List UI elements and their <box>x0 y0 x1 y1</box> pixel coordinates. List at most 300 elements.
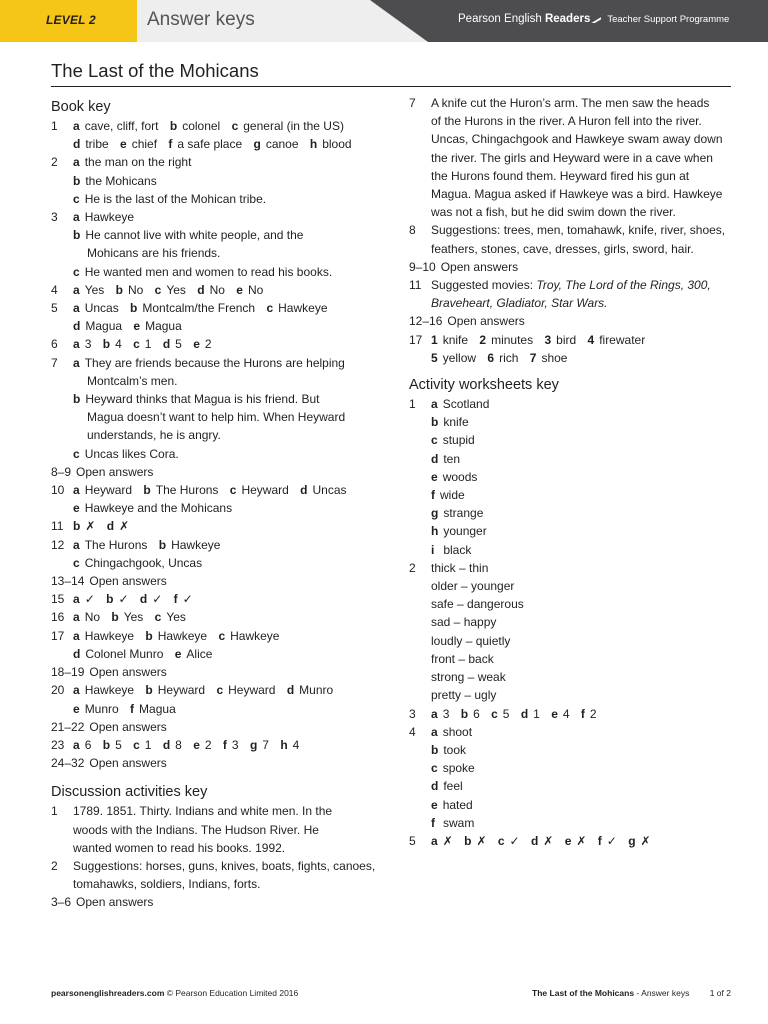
item-letter: c <box>231 119 239 133</box>
item-answer: Uncas likes Cora. <box>84 446 179 461</box>
item-answer: ten <box>443 451 461 466</box>
item-answer: Chingachgook, Uncas <box>84 555 203 570</box>
item-letter: h <box>280 737 288 752</box>
item-letter: c <box>133 337 140 352</box>
item-number: 1 <box>431 332 438 347</box>
item-letter: f <box>168 137 173 152</box>
answer-line <box>431 504 739 522</box>
worksheet-5 <box>409 832 739 850</box>
item-number: 2 <box>479 332 487 347</box>
item-letter: f <box>173 592 178 607</box>
item-answer: rich <box>499 350 519 365</box>
item-letter: d <box>431 779 439 794</box>
item-answer: The Hurons <box>155 483 219 498</box>
item-letter: b <box>102 337 111 352</box>
check-mark-icon: ✓ <box>606 833 617 848</box>
item-answer: Magua <box>139 701 176 716</box>
item-letter: d <box>520 706 529 721</box>
item-letter: d <box>162 337 171 352</box>
discussion-3-6 <box>51 893 381 911</box>
answer-line <box>73 445 381 463</box>
item-answer: Uncas <box>84 301 119 316</box>
item-letter: g <box>249 737 258 752</box>
item-letter: b <box>431 742 439 757</box>
item-answer: 5 <box>175 337 182 352</box>
answer-continuation: Magua doesn’t want to help him. When Heyward <box>87 410 346 425</box>
item-letter: b <box>143 483 151 498</box>
item-answer: 4 <box>562 706 570 721</box>
answer-line <box>431 796 739 814</box>
answer-3 <box>51 208 381 281</box>
item-letter: a <box>431 706 438 721</box>
item-answer: 4 <box>292 737 300 752</box>
item-letter: a <box>73 282 80 297</box>
item-letter: a <box>431 397 438 412</box>
worksheet-2 <box>409 559 739 705</box>
question-number: 18–19 <box>51 665 85 680</box>
opposite-pair: older – younger <box>431 579 515 594</box>
answer-5 <box>51 299 381 335</box>
question-number: 4 <box>51 282 58 297</box>
item-number: 7 <box>529 350 537 365</box>
worksheets-heading: Activity worksheets key <box>409 377 559 394</box>
page-header <box>0 0 768 42</box>
item-letter: c <box>154 282 162 297</box>
question-number: 8–9 <box>51 464 72 479</box>
cross-mark-icon: ✗ <box>576 833 587 848</box>
item-answer: canoe <box>265 137 299 152</box>
question-number: 12–16 <box>409 314 443 329</box>
answer-24-32 <box>51 754 381 772</box>
item-answer: Uncas <box>312 483 347 498</box>
answer-8-9 <box>51 463 381 481</box>
worksheet-4 <box>409 723 739 832</box>
item-letter: d <box>139 592 148 607</box>
question-number: 17 <box>51 628 65 643</box>
item-letter: c <box>491 706 498 721</box>
question-number: 24–32 <box>51 756 85 771</box>
item-answer: stupid <box>442 433 475 448</box>
answer-line <box>431 741 739 759</box>
cross-mark-icon: ✗ <box>119 519 130 534</box>
item-answer: Colonel Munro <box>85 646 164 661</box>
item-answer: shoe <box>541 350 568 365</box>
item-letter: c <box>133 737 140 752</box>
item-letter: e <box>133 319 141 334</box>
item-answer: Montcalm/the French <box>142 301 256 316</box>
item-letter: b <box>73 228 81 243</box>
question-number: 4 <box>409 724 416 739</box>
item-answer: The Hurons <box>84 537 148 552</box>
answer-16 <box>51 608 381 626</box>
item-letter: g <box>628 833 636 848</box>
item-letter: f <box>580 706 585 721</box>
brand-prefix: Pearson English <box>458 13 542 25</box>
answer-line <box>73 226 381 244</box>
item-answer: knife <box>443 415 469 430</box>
question-number: 15 <box>51 592 65 607</box>
answer-4 <box>51 281 381 299</box>
item-answer: Yes <box>166 282 186 297</box>
website-link[interactable]: pearsonenglishreaders.com <box>51 988 165 998</box>
answer-13-14 <box>51 572 381 590</box>
pearson-swoosh-icon <box>591 17 601 23</box>
opposite-pair: sad – happy <box>431 615 497 630</box>
answer-15 <box>51 590 381 608</box>
answer-23 <box>51 736 381 754</box>
item-letter: b <box>115 282 123 297</box>
worksheet-3 <box>409 705 739 723</box>
left-column <box>51 96 381 912</box>
discussion-heading: Discussion activities key <box>51 784 208 801</box>
opposite-pair: strong – weak <box>431 670 506 685</box>
item-answer: minutes <box>491 332 534 347</box>
answer-8-right <box>409 221 739 257</box>
footer-left <box>51 988 298 998</box>
footer-document-suffix: - Answer keys <box>634 988 690 998</box>
question-number: 20 <box>51 683 65 698</box>
item-answer: 2 <box>204 737 212 752</box>
programme-label: Teacher Support Programme <box>607 14 730 25</box>
item-letter: c <box>154 610 162 625</box>
item-number: 6 <box>487 350 495 365</box>
item-letter: c <box>73 264 80 279</box>
item-answer: blood <box>322 137 352 152</box>
answer-line <box>73 499 381 517</box>
answer-continuation: Mohicans are his friends. <box>87 246 221 261</box>
item-letter: c <box>497 833 505 848</box>
answer-line <box>431 431 739 449</box>
item-answer: the Mohicans <box>85 173 157 188</box>
item-letter: c <box>73 191 80 206</box>
item-letter: b <box>73 392 81 407</box>
question-number: 6 <box>51 337 58 352</box>
document-title: The Last of the Mohicans <box>51 60 259 81</box>
item-number: 5 <box>431 350 438 365</box>
item-answer: He cannot live with white people, and the <box>85 228 304 243</box>
item-answer: wide <box>440 488 465 503</box>
item-answer: No <box>247 282 264 297</box>
item-answer: 5 <box>115 737 122 752</box>
item-answer: general (in the US) <box>243 119 344 133</box>
item-answer: 7 <box>262 737 269 752</box>
item-answer: 5 <box>502 706 510 721</box>
answer-line <box>431 413 739 431</box>
item-answer: Heyward <box>157 683 206 698</box>
item-letter: c <box>218 628 226 643</box>
item-letter: h <box>431 524 439 539</box>
answer-line <box>431 777 739 795</box>
question-number: 2 <box>51 858 58 873</box>
item-letter: b <box>158 537 167 552</box>
item-letter: b <box>102 737 111 752</box>
answer-11 <box>51 517 381 535</box>
item-letter: c <box>229 483 237 498</box>
answer-line <box>431 723 739 741</box>
item-letter: b <box>106 592 114 607</box>
answer-12 <box>51 536 381 572</box>
answer-continuation: tomahawks, soldiers, Indians, forts. <box>73 877 261 892</box>
item-letter: a <box>431 833 438 848</box>
question-number: 11 <box>51 519 64 534</box>
item-answer: Hawkeye <box>84 210 135 225</box>
question-number: 23 <box>51 737 65 752</box>
item-letter: b <box>169 119 178 133</box>
item-answer: took <box>443 742 467 757</box>
item-letter: b <box>111 610 119 625</box>
answer-10 <box>51 481 381 517</box>
item-letter: a <box>73 210 80 225</box>
copyright: © Pearson Education Limited 2016 <box>166 988 299 998</box>
answer-line <box>73 645 381 663</box>
item-answer: the man on the right <box>84 155 192 170</box>
item-answer: 2 <box>589 706 597 721</box>
item-answer: 6 <box>473 706 480 721</box>
item-answer: feel <box>443 779 463 794</box>
answer-continuation: the river. The girls and Heyward were in a cave when <box>431 150 713 165</box>
question-number: 2 <box>51 155 58 170</box>
question-number: 2 <box>409 560 416 575</box>
check-mark-icon: ✓ <box>84 592 95 607</box>
item-answer: No <box>127 282 144 297</box>
answer-prefix: Suggested movies: <box>431 278 537 293</box>
answer-continuation: was not a fish, but he did swim down the river. <box>431 205 676 220</box>
footer-document-title: The Last of the Mohicans <box>532 988 635 998</box>
item-letter: g <box>253 137 261 152</box>
answer-continuation: the Hurons found them. Heyward fired his gun at <box>431 168 690 183</box>
answer-17 <box>51 627 381 663</box>
item-letter: d <box>530 833 539 848</box>
answer-line: A knife cut the Huron’s arm. The men saw the heads <box>431 96 710 110</box>
answer-continuation: wanted women to read his books. 1992. <box>73 840 286 855</box>
item-letter: a <box>73 737 80 752</box>
item-answer: Heyward <box>241 483 289 498</box>
item-letter: g <box>431 506 439 521</box>
item-answer: 3 <box>231 737 239 752</box>
item-letter: a <box>431 724 438 739</box>
answer-line <box>73 317 381 335</box>
item-letter: a <box>73 355 80 370</box>
item-answer: No <box>209 282 225 297</box>
item-answer: colonel <box>182 119 221 133</box>
movie-list: Troy, The Lord of the Rings, 300, <box>536 278 711 293</box>
answer-12-16 <box>409 312 739 330</box>
section-title: Answer keys <box>147 9 255 30</box>
item-answer: 4 <box>115 337 122 352</box>
item-letter: c <box>431 433 438 448</box>
item-number: 3 <box>544 332 552 347</box>
answer-line <box>431 468 739 486</box>
item-letter: a <box>73 301 80 316</box>
item-letter: c <box>431 761 438 776</box>
answer-line <box>73 190 381 208</box>
question-number: 9–10 <box>409 259 436 274</box>
cross-mark-icon: ✗ <box>640 833 651 848</box>
answer-line <box>73 700 381 718</box>
item-letter: b <box>464 833 472 848</box>
question-number: 3–6 <box>51 895 72 910</box>
item-answer: Munro <box>84 701 119 716</box>
item-letter: e <box>174 646 182 661</box>
item-letter: a <box>73 628 80 643</box>
item-answer: 3 <box>84 337 92 352</box>
item-answer: Open answers <box>89 756 167 771</box>
item-answer: Hawkeye <box>171 537 221 552</box>
item-answer: 1 <box>144 337 152 352</box>
item-letter: d <box>73 137 81 152</box>
item-letter: c <box>73 555 80 570</box>
question-number: 1 <box>51 804 58 819</box>
brand-text <box>458 13 729 25</box>
item-answer: 8 <box>175 737 182 752</box>
question-number: 1 <box>409 397 416 412</box>
item-answer: tribe <box>85 137 109 152</box>
item-letter: h <box>309 137 318 152</box>
answer-line: Suggestions: horses, guns, knives, boats, fights, canoes, <box>73 858 376 873</box>
answer-line <box>431 522 739 540</box>
item-letter: a <box>73 610 80 625</box>
item-letter: b <box>145 628 153 643</box>
question-number: 3 <box>51 210 58 225</box>
opposite-pair: loudly – quietly <box>431 633 511 648</box>
item-answer: Hawkeye and the Mohicans <box>84 501 233 516</box>
item-answer: Open answers <box>447 314 525 329</box>
item-answer: Open answers <box>76 895 154 910</box>
answer-7-right <box>409 94 739 221</box>
item-answer: Open answers <box>76 464 154 479</box>
item-letter: a <box>73 683 80 698</box>
answer-line <box>73 172 381 190</box>
item-answer: knife <box>442 332 469 347</box>
item-letter: e <box>120 137 127 152</box>
question-number: 13–14 <box>51 574 85 589</box>
answer-2 <box>51 153 381 208</box>
item-answer: woods <box>442 469 478 484</box>
answer-18-19 <box>51 663 381 681</box>
question-number: 17 <box>409 332 423 347</box>
item-letter: d <box>106 519 115 534</box>
item-letter: f <box>222 737 227 752</box>
item-letter: a <box>73 483 80 498</box>
answer-line <box>431 541 739 559</box>
item-answer: spoke <box>442 761 475 776</box>
item-answer: 1 <box>144 737 152 752</box>
item-answer: firewater <box>599 332 646 347</box>
item-letter: d <box>162 737 171 752</box>
answer-continuation: understands, he is angry. <box>87 428 221 443</box>
item-answer: He wanted men and women to read his books. <box>84 264 333 279</box>
check-mark-icon: ✓ <box>118 592 129 607</box>
check-mark-icon: ✓ <box>509 833 520 848</box>
item-letter: b <box>145 683 153 698</box>
answer-line <box>73 390 381 408</box>
answer-continuation: of the Hurons in the river. A Huron fell into the river. <box>431 114 702 129</box>
question-number: 11 <box>409 278 422 293</box>
answer-line <box>431 395 739 413</box>
answer-line <box>431 759 739 777</box>
check-mark-icon: ✓ <box>152 592 163 607</box>
question-number: 5 <box>51 301 58 316</box>
worksheet-1 <box>409 395 739 559</box>
right-column <box>409 94 739 850</box>
item-letter: b <box>460 706 469 721</box>
item-answer: 2 <box>204 337 212 352</box>
question-number: 12 <box>51 537 65 552</box>
item-letter: d <box>197 282 205 297</box>
title-divider <box>51 86 731 87</box>
item-letter: e <box>431 797 438 812</box>
item-answer: Heyward thinks that Magua is his friend. But <box>85 392 320 407</box>
item-letter: a <box>73 592 80 607</box>
question-number: 8 <box>409 223 416 238</box>
answer-continuation: feathers, stones, cave, dresses, girls, sword, hair. <box>431 241 694 256</box>
item-letter: c <box>266 301 274 316</box>
item-letter: d <box>73 319 81 334</box>
item-answer: Scotland <box>442 397 490 412</box>
item-answer: bird <box>556 332 577 347</box>
item-letter: b <box>73 519 81 534</box>
level-label: LEVEL 2 <box>46 13 96 27</box>
item-answer: Munro <box>299 683 334 698</box>
brand-bold: Readers <box>544 13 591 25</box>
item-letter: i <box>431 542 435 557</box>
item-letter: f <box>130 701 135 716</box>
answer-continuation: woods with the Indians. The Hudson River. He <box>73 822 319 837</box>
question-number: 10 <box>51 483 65 498</box>
question-number: 3 <box>409 706 416 721</box>
opposite-pair: safe – dangerous <box>431 597 524 612</box>
item-letter: a <box>73 119 80 133</box>
item-letter: d <box>286 683 295 698</box>
item-answer: strange <box>443 506 484 521</box>
item-letter: e <box>551 706 558 721</box>
movie-list-continuation: Braveheart, Gladiator, Star Wars. <box>431 296 608 311</box>
answer-1 <box>51 117 381 153</box>
cross-mark-icon: ✗ <box>476 833 487 848</box>
item-letter: f <box>597 833 602 848</box>
item-answer: Open answers <box>440 259 519 274</box>
item-letter: e <box>73 501 80 516</box>
item-answer: Yes <box>123 610 144 625</box>
cross-mark-icon: ✗ <box>85 519 96 534</box>
item-answer: a safe place <box>177 137 243 152</box>
answer-7 <box>51 354 381 463</box>
item-answer: Yes <box>166 610 186 625</box>
item-answer: Hawkeye <box>84 628 135 643</box>
answer-continuation: Uncas, Chingachgook and Hawkeye swam away down <box>431 132 723 147</box>
question-number: 21–22 <box>51 719 85 734</box>
book-key-heading: Book key <box>51 99 111 115</box>
item-answer: Hawkeye <box>84 683 135 698</box>
discussion-1 <box>51 802 381 857</box>
item-answer: yellow <box>442 350 477 365</box>
cross-mark-icon: ✗ <box>442 833 453 848</box>
opposite-pair: thick – thin <box>431 560 489 575</box>
item-letter: c <box>216 683 224 698</box>
answer-17-right <box>409 331 739 367</box>
item-letter: e <box>193 337 200 352</box>
answer-20 <box>51 681 381 717</box>
answer-9-10 <box>409 258 739 276</box>
question-number: 16 <box>51 610 65 625</box>
discussion-2 <box>51 857 381 893</box>
item-answer: Hawkeye <box>230 628 280 643</box>
answer-line <box>73 135 381 153</box>
item-letter: e <box>73 701 80 716</box>
item-answer: 3 <box>442 706 450 721</box>
item-answer: Open answers <box>89 574 167 589</box>
cross-mark-icon: ✗ <box>543 833 554 848</box>
